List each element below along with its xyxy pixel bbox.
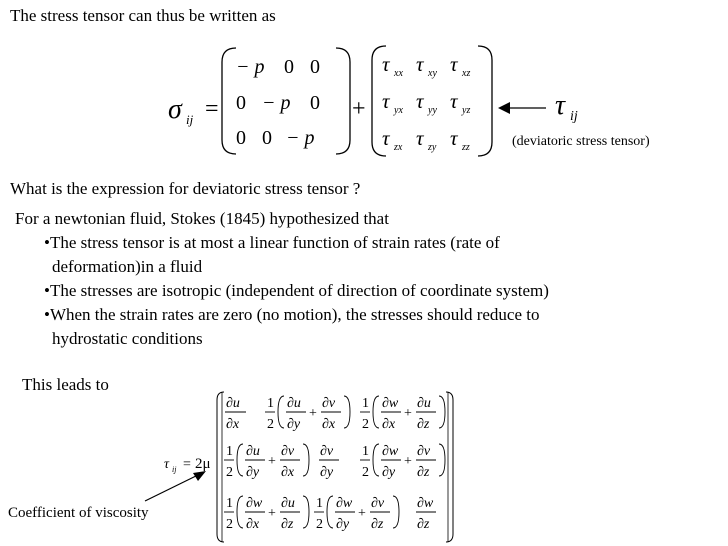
svg-text:∂y: ∂y	[287, 417, 301, 432]
svg-text:∂w: ∂w	[382, 444, 399, 459]
right-paren-pressure	[336, 48, 350, 154]
tau-matrix	[382, 52, 470, 153]
coefficient-two-mu: 2μ	[195, 456, 211, 472]
pressure-entry: − p	[236, 56, 265, 78]
svg-text:+: +	[404, 406, 412, 421]
svg-text:∂u: ∂u	[417, 396, 431, 411]
plus-sign: +	[352, 96, 366, 122]
pressure-entry: 0	[310, 56, 320, 78]
tau-ij-subscript: ij	[570, 109, 578, 124]
half-den: 2	[267, 417, 274, 432]
svg-text:1: 1	[316, 496, 323, 511]
svg-text:∂x: ∂x	[382, 417, 396, 432]
tau-symbol: τ	[416, 89, 424, 113]
svg-text:+: +	[309, 406, 317, 421]
svg-text:∂z: ∂z	[417, 417, 430, 432]
matrix-left-bracket	[217, 392, 224, 542]
bullet-line: •The stress tensor is at most a linear function of strain rates (rate of	[44, 233, 500, 252]
tau-symbol: τ	[382, 52, 390, 76]
tau-row	[382, 126, 470, 153]
svg-text:2: 2	[362, 417, 369, 432]
svg-text:∂w: ∂w	[382, 396, 399, 411]
equals-sign: =	[205, 96, 219, 122]
matrix-right-bracket	[446, 392, 453, 542]
matrix-row	[224, 496, 436, 532]
svg-text:∂v: ∂v	[371, 496, 385, 511]
equals-sign: =	[183, 457, 191, 472]
pressure-entry: − p	[262, 92, 291, 114]
svg-text:2: 2	[316, 517, 323, 532]
svg-text:1: 1	[226, 496, 233, 511]
svg-text:∂v: ∂v	[322, 396, 336, 411]
svg-text:+: +	[358, 506, 366, 521]
tau-subscript: xz	[462, 68, 471, 79]
svg-text:1: 1	[362, 396, 369, 411]
partial-num: ∂u	[226, 396, 240, 411]
tau-subscript: zy	[428, 142, 437, 153]
svg-text:+: +	[268, 506, 276, 521]
svg-text:∂u: ∂u	[281, 496, 295, 511]
svg-text:2: 2	[226, 517, 233, 532]
tau-ij-symbol: τ	[555, 90, 566, 121]
tau-subscript: ij	[172, 465, 177, 474]
svg-text:2: 2	[226, 465, 233, 480]
pressure-entry: 0	[284, 56, 294, 78]
svg-text:+: +	[268, 454, 276, 469]
svg-text:∂y: ∂y	[246, 465, 260, 480]
svg-text:∂y: ∂y	[320, 465, 334, 480]
tau-row	[382, 52, 470, 79]
svg-text:∂x: ∂x	[246, 517, 260, 532]
pressure-entry: 0	[262, 127, 272, 149]
left-paren-pressure	[222, 48, 236, 154]
tau-symbol: τ	[416, 52, 424, 76]
svg-text:∂z: ∂z	[281, 517, 294, 532]
stokes-lead: For a newtonian fluid, Stokes (1845) hypothesized that	[15, 209, 389, 228]
svg-text:1: 1	[226, 444, 233, 459]
matrix-row	[225, 396, 445, 432]
sigma-symbol: σ	[168, 94, 182, 125]
svg-text:∂v: ∂v	[320, 444, 334, 459]
svg-text:∂x: ∂x	[281, 465, 295, 480]
bullet-line: •When the strain rates are zero (no motion), the stresses should reduce to	[44, 305, 540, 324]
intro-text: The stress tensor can thus be written as	[10, 6, 276, 25]
deviatoric-annotation: (deviatoric stress tensor)	[512, 134, 650, 149]
tau-subscript: zz	[462, 142, 470, 153]
pressure-entry: 0	[310, 92, 320, 114]
svg-text:∂z: ∂z	[417, 465, 430, 480]
tau-row	[382, 89, 470, 116]
svg-text:∂y: ∂y	[336, 517, 350, 532]
bullet-line: deformation)in a fluid	[52, 257, 203, 276]
tau-subscript: yx	[394, 105, 403, 116]
tau-symbol: τ	[164, 457, 170, 472]
svg-text:∂u: ∂u	[246, 444, 260, 459]
arrow-head-icon	[498, 102, 510, 114]
svg-text:∂w: ∂w	[336, 496, 353, 511]
tau-subscript: yz	[462, 105, 471, 116]
svg-text:1: 1	[362, 444, 369, 459]
svg-text:∂v: ∂v	[281, 444, 295, 459]
right-paren-tau	[478, 46, 492, 156]
tau-symbol: τ	[416, 126, 424, 150]
pressure-entry: 0	[236, 92, 246, 114]
pressure-entry: − p	[286, 127, 315, 149]
pressure-matrix	[236, 56, 320, 149]
svg-text:∂z: ∂z	[417, 517, 430, 532]
svg-text:∂z: ∂z	[371, 517, 384, 532]
tau-symbol: τ	[450, 89, 458, 113]
tau-subscript: zx	[394, 142, 403, 153]
partial-den: ∂x	[226, 417, 240, 432]
half-num: 1	[267, 396, 274, 411]
tau-symbol: τ	[450, 126, 458, 150]
bullet-line: hydrostatic conditions	[52, 329, 203, 348]
tau-subscript: xy	[428, 68, 437, 79]
tau-symbol: τ	[450, 52, 458, 76]
svg-text:∂w: ∂w	[417, 496, 434, 511]
viscosity-arrow-line	[145, 474, 200, 501]
svg-text:+: +	[404, 454, 412, 469]
matrix-row	[224, 444, 445, 480]
svg-text:2: 2	[362, 465, 369, 480]
leads-to-text: This leads to	[22, 375, 109, 394]
sigma-subscript: ij	[186, 112, 194, 127]
svg-text:∂u: ∂u	[287, 396, 301, 411]
tau-symbol: τ	[382, 126, 390, 150]
pressure-entry: 0	[236, 127, 246, 149]
tau-subscript: xx	[394, 68, 403, 79]
viscosity-label: Coefficient of viscosity	[8, 505, 149, 521]
svg-text:∂w: ∂w	[246, 496, 263, 511]
bullet-line: •The stresses are isotropic (independent of direction of coordinate system)	[44, 281, 549, 300]
svg-text:∂y: ∂y	[382, 465, 396, 480]
tau-symbol: τ	[382, 89, 390, 113]
tau-subscript: yy	[428, 105, 437, 116]
svg-text:∂v: ∂v	[417, 444, 431, 459]
svg-text:∂x: ∂x	[322, 417, 336, 432]
viscosity-arrow-head-icon	[193, 471, 206, 481]
question-text: What is the expression for deviatoric stress tensor ?	[10, 179, 361, 198]
